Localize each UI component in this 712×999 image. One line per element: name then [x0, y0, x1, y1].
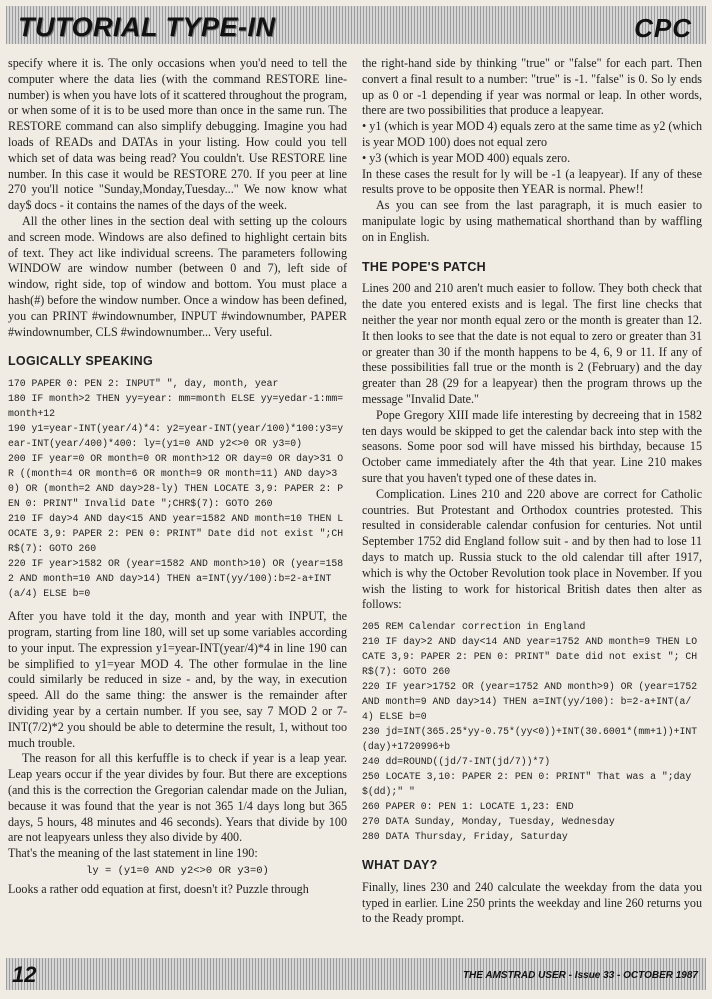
paragraph: That's the meaning of the last statement in line 190: [8, 846, 258, 861]
platform-label: CPC [634, 13, 692, 43]
magazine-issue: THE AMSTRAD USER - Issue 33 - OCTOBER 1987 [462, 970, 698, 981]
section-heading: WHAT DAY? [362, 858, 438, 873]
paragraph: The reason for all this kerfuffle is to check if year is a leap year. Leap years occur if the year divides by four. But there are exceptions (and this is the correction the Gregorian calendar made on the Julian, because it was found that the year is not 365 1/4 days long but 365 days, 5 hours, 48 minutes and 46 seconds). Years that divide by 100 are not leapyears unless they also divide by 400. [8, 751, 347, 845]
left-column [8, 56, 347, 897]
right-column [362, 56, 702, 927]
formula: ly = (y1=0 AND y2<>0 OR y3=0) [86, 864, 269, 877]
paragraph: Lines 200 and 210 aren't much easier to follow. They both check that the date you entered exists and is legal. The first line checks that neither the year nor month equal zero or the month is greater than 12. It then looks to see that the date is not equal to zero or greater than 31 or greater than 30 if the month happens to be 4, 6, 9 or 11. If any of these possibilities fall true or the month is 2 (February) and the day greater than 28 (29 for a leapyear) then the program throws up the message "Invalid Date." [362, 281, 702, 406]
section-title: TUTORIAL TYPE-IN [18, 12, 276, 42]
paragraph: Complication. Lines 210 and 220 above are correct for Catholic countries. But Protestant and Orthodox countries protested. This resulted in considerable calendar confusion for centuries. Not until September 1752 did England follow suit - and by then had to lose 11 days to match up. Russia stuck to the old calendar till after 1917, which is why the October Revolution took place in November. If you wish the listing to work for historical British dates then alter as follows: [362, 486, 702, 612]
bullet-item: • y1 (which is year MOD 4) equals zero at the same time as y2 (which is year MOD 100) does not equal zero [362, 119, 702, 149]
section-heading: LOGICALLY SPEAKING [8, 354, 154, 369]
header-band [6, 6, 706, 44]
bullet-item: • y3 (which is year MOD 400) equals zero. [362, 150, 571, 165]
page-number: 12 [12, 962, 37, 987]
section-heading: THE POPE'S PATCH [362, 259, 486, 274]
paragraph: Pope Gregory XIII made life interesting by decreeing that in 1582 ten days would be skipped to get the calendar back into step with the seasons. Some poor sod will have missed his birthday, because 15 October came immediately after the 4th that year. Line 210 makes sure that you haven't typed one of these dates in. [362, 407, 702, 485]
paragraph: Finally, lines 230 and 240 calculate the weekday from the data you typed in earlier. Line 250 prints the weekday and line 260 returns you to the Ready prompt. [362, 879, 702, 926]
paragraph: All the other lines in the section deal with setting up the colours and screen mode. Windows are also defined to highlight certain bits of text. They act like individual screens. The parameters following WINDOW are window number (between 0 and 7), left side of window, right side, top of window and bottom. You must place a hash(#) before the window number. Once a window has been defined, you can PRINT #windownumber, INPUT #windownumber, PAPER #windownumber, CLS #windownumber... Very useful. [8, 213, 347, 339]
paragraph: the right-hand side by thinking "true" or "false" for each part. Then convert a final result to a number: "true" is -1. "false" is 0. So ly ends up as 0 or -1 depending if year was normal or leap. In other words, there are two possibilities that produce a leapyear. [362, 56, 702, 118]
paragraph: After you have told it the day, month and year with INPUT, the program, starting from line 180, will set up some variables according to your input. The expression y1=year-INT(year/4)*4 in line 190 can be simplified to y1=year MOD 4. The other formulae in the line could similarly be reduced in size - and, by the way, in execution speed. All do the same thing: the answer is the remainder after dividing year by a certain number. If you see, say 7 MOD 2 or 7-INT(7/2)*2 you should be able to determine the result, 1, without too much trouble. [8, 609, 347, 750]
paragraph: In these cases the result for ly will be -1 (a leapyear). If any of these results prove to be opposite then YEAR is normal. Phew!! [362, 166, 702, 197]
code-listing: 170 PAPER 0: PEN 2: INPUT" ", day, month, year 180 IF month>2 THEN yy=year: mm=month ELSE yy=yedar-1:mm=month+12 190 y1=year-INT(year/4)*4: y2=year-INT(year/100)*100:y3=year-INT(year/400)*400: ly=(y1=0 AND y2<>0 OR y3=0) 200 IF year=0 OR month=0 OR month>12 OR day=0 OR day>31 OR ((month=4 OR month=6 OR month=9 OR month=11) AND day>30) OR (month=2 AND day>28-ly) THEN LOCATE 3,9: PAPER 2: PEN 0: PRINT" Invalid Date ";CHR$(7): GOTO 260 210 IF day>4 AND day<15 AND year=1582 AND month=10 THEN LOCATE 3,9: PAPER 2: PEN 0: PRINT" Date did not exist ";CHR$(7): GOTO 260 220 IF year>1582 OR (year=1582 AND month>10) OR (year=1582 AND month=10 AND day>14) THEN a=INT(yy/100):b=2-a+INT(a/4) ELSE b=0 [8, 378, 344, 600]
paragraph: As you can see from the last paragraph, it is much easier to manipulate logic by using mathematical shorthand than by waffling on in English. [362, 198, 702, 244]
code-listing: 205 REM Calendar correction in England 210 IF day>2 AND day<14 AND year=1752 AND month=9 THEN LOCATE 3,9: PAPER 2: PEN 0: PRINT" Date did not exist "; CHR$(7): GOTO 260 220 IF year>1752 OR (year=1752 AND month>9) OR (year=1752 AND month=9 AND day>14) THEN a=INT(yy/100): b=2-a+INT(a/4) ELSE b=0 230 jd=INT(365.25*yy-0.75*(yy<0))+INT(30.6001*(mm+1))+INT(day)+1720996+b 240 dd=ROUND((jd/7-INT(jd/7))*7) 250 LOCATE 3,10: PAPER 2: PEN 0: PRINT" That was a ";day$(dd);" " 260 PAPER 0: PEN 1: LOCATE 1,23: END 270 DATA Sunday, Monday, Tuesday, Wednesday 280 DATA Thursday, Friday, Saturday [362, 621, 698, 843]
paragraph: specify where it is. The only occasions when you'd need to tell the computer where the data lies (with the command RESTORE line-number) is when you have lots of it scattered throughout the program, or when some of it is to be used more than once in the same run. The RESTORE command can also simplify debugging. Imagine you had loads of READs and DATAs in your listing. How could you tell which set of data was being read? You couldn't. Use RESTORE line number. In this case it would be RESTORE 270. If you peer at line 270 you'll notice "Sunday,Monday,Tuesday..." We now know what day$ docs - it contains the names of the days of the week. [8, 56, 347, 213]
paragraph: Looks a rather odd equation at first, doesn't it? Puzzle through [8, 881, 309, 896]
